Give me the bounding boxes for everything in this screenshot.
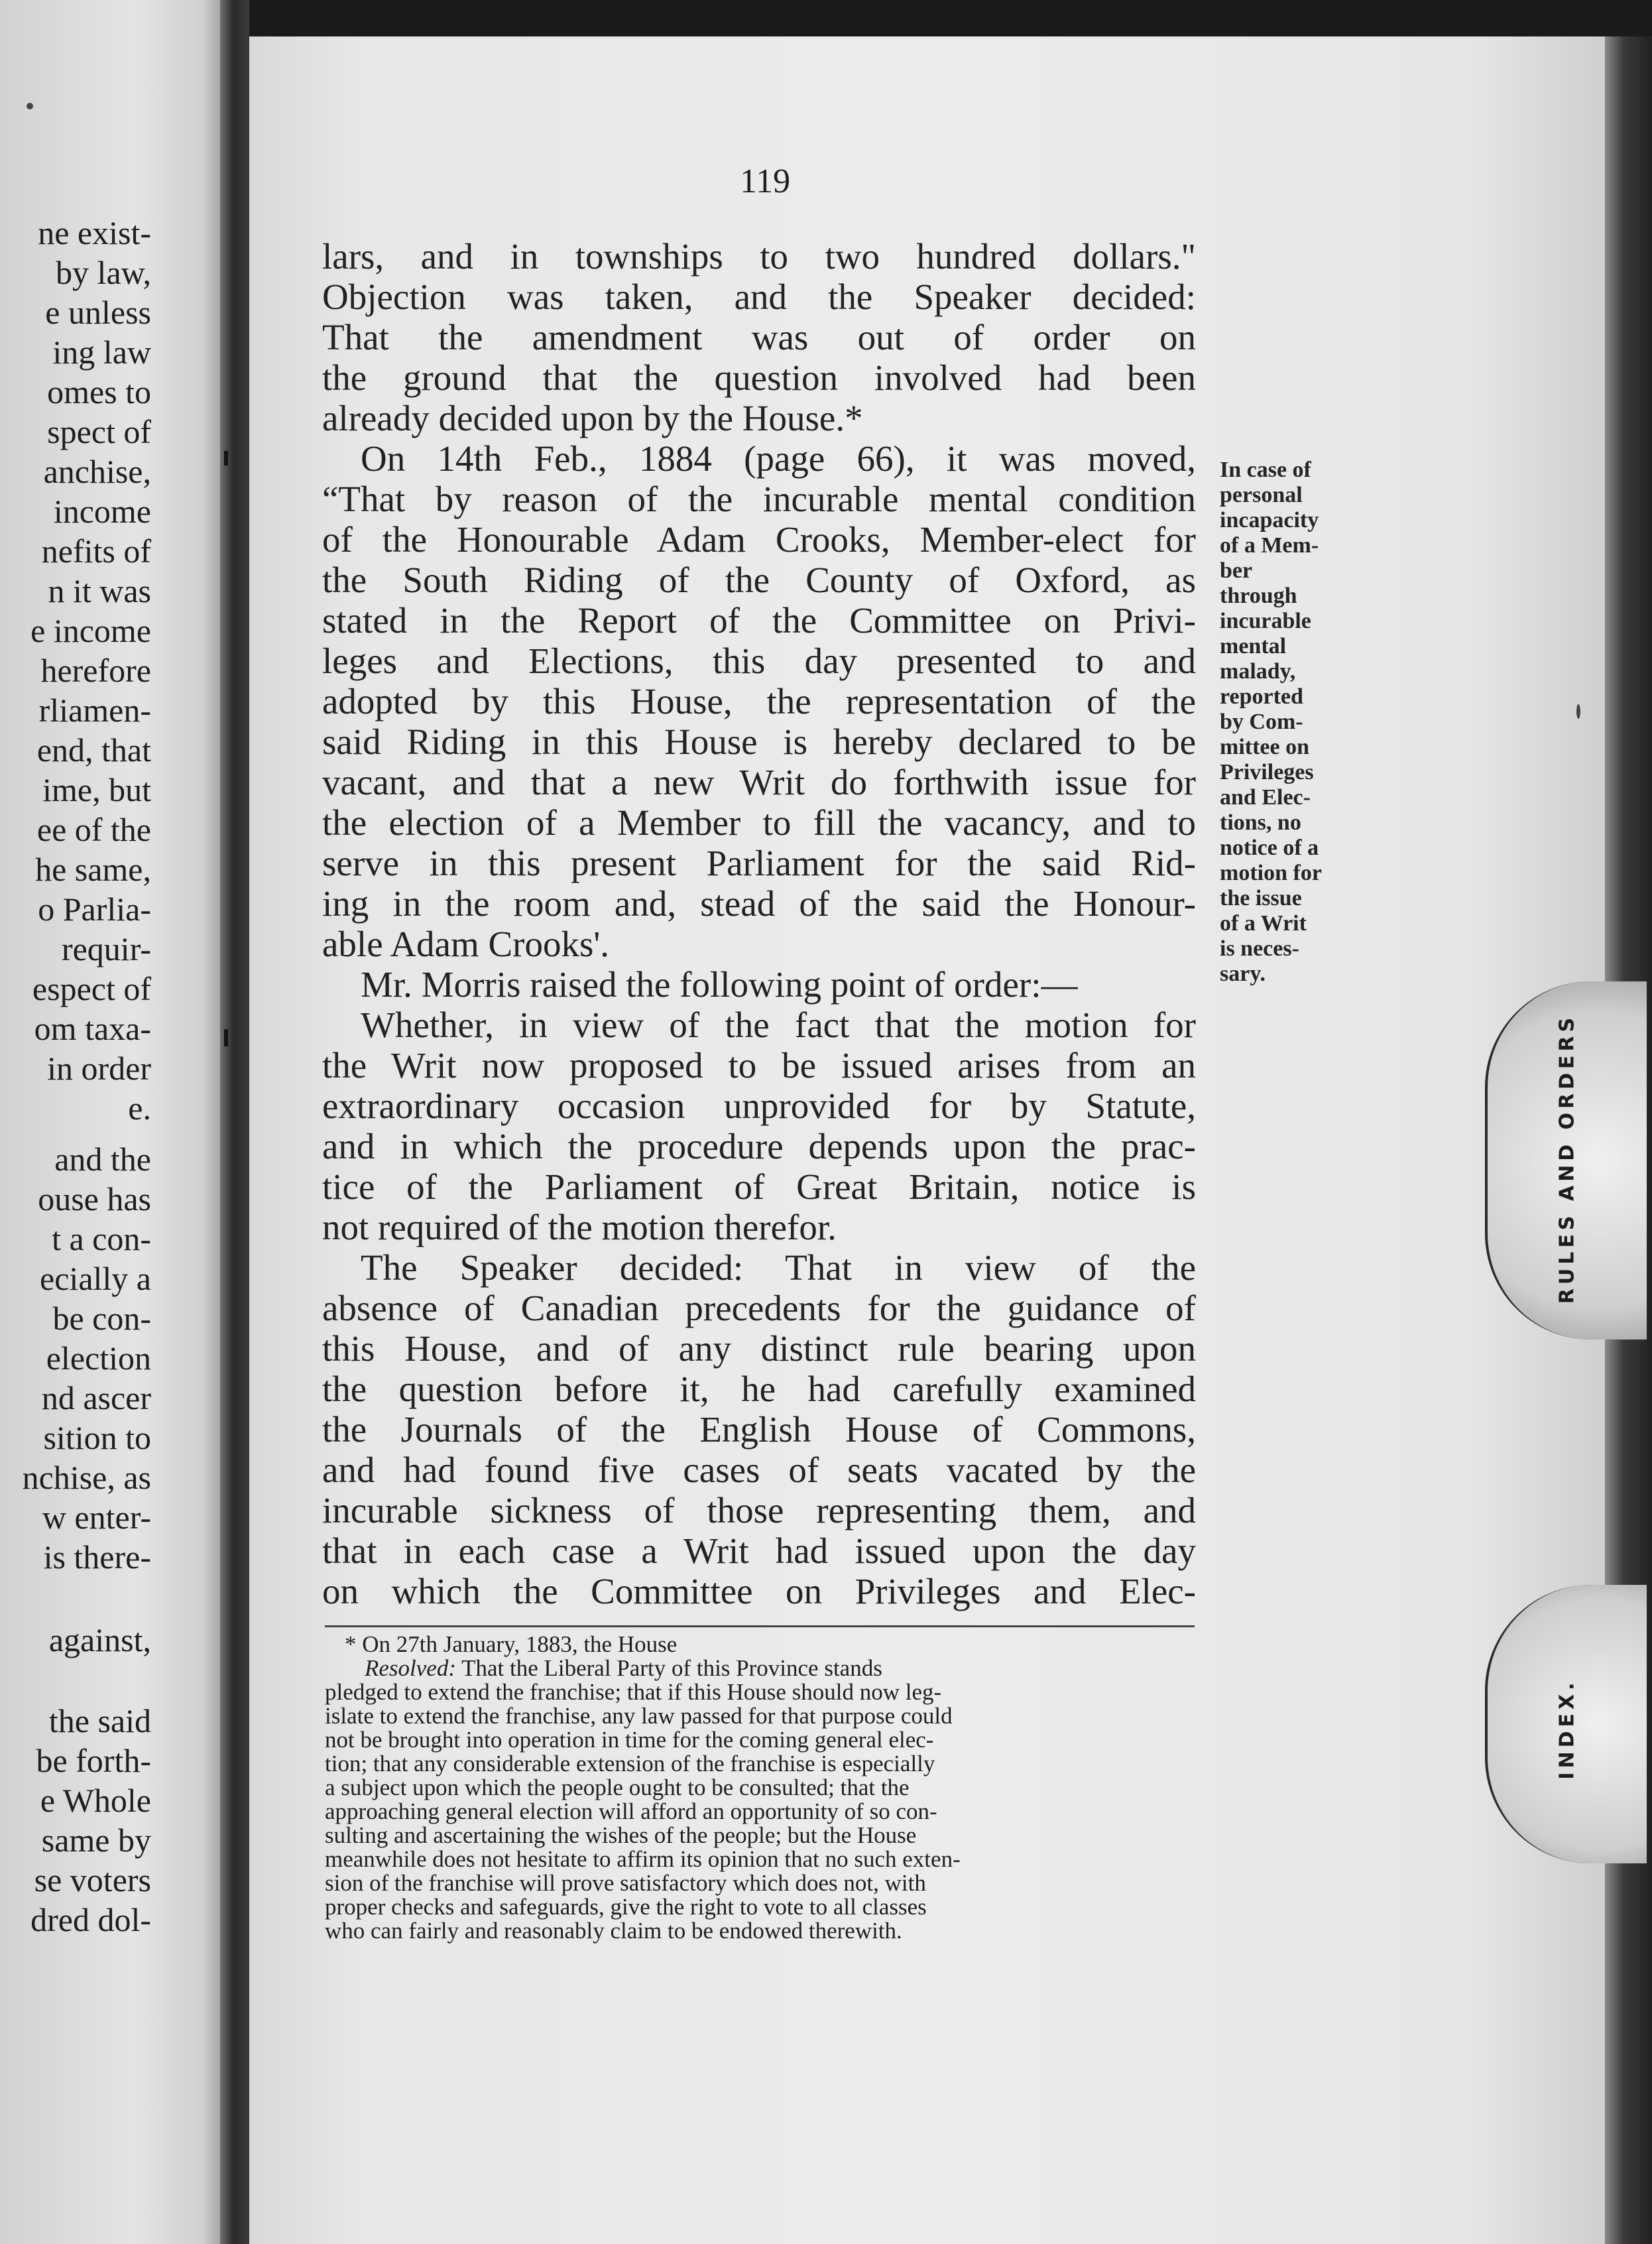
body-line: absence of Canadian precedents for the guidance of	[322, 1288, 1196, 1328]
rules-and-orders-tab[interactable]	[1485, 981, 1647, 1340]
margin-note-line: Privileges	[1220, 760, 1314, 784]
footnote-line: sion of the franchise will prove satisfactory which does not, with	[325, 1870, 926, 1896]
previous-page	[0, 0, 225, 2244]
body-line: the Journals of the English House of Commons,	[322, 1409, 1196, 1450]
body-line: the South Riding of the County of Oxford, as	[322, 560, 1196, 600]
body-line: tice of the Parliament of Great Britain, notice is	[322, 1166, 1196, 1207]
margin-note-line: personal	[1220, 483, 1303, 507]
margin-note-line: mittee on	[1220, 735, 1310, 759]
previous-page-line: e unless	[45, 294, 151, 331]
margin-note-line: motion for	[1220, 861, 1322, 885]
previous-page-line: election	[46, 1340, 151, 1377]
footnote	[325, 1633, 1195, 1943]
body-line: vacant, and that a new Writ do forthwith issue for	[322, 762, 1196, 802]
body-line: That the amendment was out of order on	[322, 317, 1196, 357]
body-line: ing in the room and, stead of the said the Honour-	[322, 883, 1196, 924]
footnote-divider	[325, 1625, 1195, 1627]
body-line: on which the Committee on Privileges and Elec-	[322, 1571, 1196, 1611]
previous-page-line: o Parlia-	[38, 891, 151, 928]
margin-note-line: incapacity	[1220, 508, 1319, 532]
body-line: the ground that the question involved had been	[322, 357, 1196, 398]
margin-note-line: sary.	[1220, 962, 1266, 986]
body-line: this House, and of any distinct rule bearing upon	[322, 1328, 1196, 1369]
margin-note-line: malady,	[1220, 659, 1296, 684]
footnote-first-line: That the Liberal Party of this Province stands	[461, 1655, 882, 1681]
previous-page-line: by law,	[56, 254, 151, 291]
footnote-line: pledged to extend the franchise; that if this House should now leg-	[325, 1679, 942, 1705]
margin-note-line: notice of a	[1220, 836, 1319, 860]
body-line: stated in the Report of the Committee on Privi-	[322, 600, 1196, 641]
previous-page-line: end, that	[36, 731, 151, 769]
previous-page-line: and the	[54, 1141, 151, 1178]
previous-page-line: be forth-	[36, 1742, 151, 1779]
speck	[1576, 704, 1580, 719]
previous-page-line: dred dol-	[30, 1901, 151, 1938]
body-line: adopted by this House, the representation of the	[322, 681, 1196, 721]
footnote-line: who can fairly and reasonably claim to be endowed therewith.	[325, 1918, 902, 1944]
footnote-line: tion; that any considerable extension of the franchise is especially	[325, 1751, 935, 1776]
previous-page-line: n it was	[48, 572, 151, 609]
body-line: lars, and in townships to two hundred dollars."	[322, 236, 1196, 277]
previous-page-line: om taxa-	[34, 1010, 151, 1047]
footnote-resolved-label: Resolved:	[365, 1655, 456, 1681]
body-line: extraordinary occasion unprovided for by Statute,	[322, 1086, 1196, 1126]
previous-page-line: w enter-	[42, 1499, 151, 1536]
previous-page-line: ouse has	[38, 1180, 151, 1217]
margin-note-line: of a Mem-	[1220, 533, 1319, 558]
margin-note-line: mental	[1220, 634, 1287, 658]
gutter-mark	[224, 1029, 228, 1046]
body-line: the Writ now proposed to be issued arises from an	[322, 1045, 1196, 1086]
margin-note-line: by Com-	[1220, 710, 1303, 734]
page-number: 119	[740, 162, 791, 200]
body-text	[322, 236, 1196, 1611]
body-line: “That by reason of the incurable mental condition	[322, 479, 1196, 519]
previous-page-line: same by	[41, 1822, 151, 1859]
previous-page-line: omes to	[47, 373, 151, 410]
footnote-line: islate to extend the franchise, any law passed for that purpose could	[325, 1703, 953, 1729]
previous-page-line: against,	[48, 1621, 151, 1658]
margin-note-line: In case of	[1220, 458, 1311, 482]
footnote-resolved-line	[325, 1656, 1195, 1680]
speck	[27, 103, 33, 109]
previous-page-line: t a con-	[52, 1220, 151, 1257]
book-gutter	[220, 0, 249, 2244]
body-line: The Speaker decided: That in view of the	[361, 1247, 1196, 1288]
footnote-line: approaching general election will afford an opportunity of so con-	[325, 1798, 937, 1824]
gutter-mark	[224, 451, 228, 466]
index-tab-label: INDEX.	[1555, 1678, 1579, 1780]
previous-page-line: be con-	[52, 1300, 151, 1337]
previous-page-line: he same,	[35, 851, 151, 888]
body-line: Whether, in view of the fact that the motion for	[361, 1005, 1196, 1045]
body-line: serve in this present Parliament for the said Rid-	[322, 843, 1196, 883]
rules-and-orders-tab-label: RULES AND ORDERS	[1555, 1013, 1579, 1304]
body-line: not required of the motion therefor.	[322, 1207, 837, 1247]
body-line: incurable sickness of those representing them, and	[322, 1490, 1196, 1530]
body-line: and had found five cases of seats vacated by the	[322, 1450, 1196, 1490]
footnote-line: sulting and ascertaining the wishes of the people; but the House	[325, 1822, 917, 1848]
previous-page-line: in order	[47, 1050, 151, 1087]
previous-page-line: e income	[30, 612, 151, 649]
margin-note-line: ber	[1220, 558, 1253, 583]
body-line: Mr. Morris raised the following point of order:—	[361, 964, 1078, 1005]
footnote-line: proper checks and safeguards, give the right to vote to all classes	[325, 1894, 927, 1920]
margin-note-line: reported	[1220, 684, 1303, 709]
previous-page-line: nchise, as	[22, 1459, 151, 1496]
body-line: On 14th Feb., 1884 (page 66), it was moved,	[361, 438, 1196, 479]
body-line: already decided upon by the House.*	[322, 398, 863, 438]
previous-page-line: ing law	[52, 334, 151, 371]
body-line: that in each case a Writ had issued upon the day	[322, 1530, 1196, 1571]
body-line: Objection was taken, and the Speaker decided:	[322, 277, 1196, 317]
previous-page-line: sition to	[43, 1419, 151, 1456]
previous-page-line: ee of the	[36, 811, 151, 848]
body-line: the question before it, he had carefully examined	[322, 1369, 1196, 1409]
footnote-line: not be brought into operation in time for the coming general elec-	[325, 1727, 934, 1753]
index-tab[interactable]	[1485, 1585, 1647, 1863]
previous-page-line: rliamen-	[38, 692, 151, 729]
body-line: the election of a Member to fill the vacancy, and to	[322, 802, 1196, 843]
previous-page-line: income	[53, 493, 151, 530]
previous-page-line: e Whole	[40, 1782, 151, 1819]
previous-page-line: spect of	[47, 413, 151, 450]
margin-note-line: incurable	[1220, 609, 1311, 633]
previous-page-line: requir-	[61, 930, 151, 967]
previous-page-line: the said	[48, 1702, 151, 1739]
body-line: of the Honourable Adam Crooks, Member-elect for	[322, 519, 1196, 560]
previous-page-line: ecially a	[40, 1260, 151, 1297]
footnote-intro: * On 27th January, 1883, the House	[345, 1631, 678, 1657]
margin-note-line: the issue	[1220, 886, 1302, 910]
body-line: said Riding in this House is hereby declared to be	[322, 721, 1196, 762]
margin-note-line: tions, no	[1220, 810, 1301, 835]
margin-note-line: of a Writ	[1220, 911, 1307, 936]
previous-page-line: espect of	[32, 970, 151, 1007]
body-line: and in which the procedure depends upon the prac-	[322, 1126, 1196, 1166]
previous-page-line: nd ascer	[41, 1379, 151, 1416]
previous-page-line: herefore	[40, 652, 151, 689]
body-line: leges and Elections, this day presented to and	[322, 641, 1196, 681]
previous-page-line: se voters	[34, 1861, 151, 1899]
margin-note-line: through	[1220, 584, 1297, 608]
previous-page-line: anchise,	[43, 453, 151, 490]
margin-note-line: is neces-	[1220, 936, 1299, 961]
previous-page-line: is there-	[43, 1538, 151, 1576]
previous-page-line: ne exist-	[38, 214, 151, 251]
margin-note-line: and Elec-	[1220, 785, 1311, 810]
footnote-line: meanwhile does not hesitate to affirm its opinion that no such exten-	[325, 1846, 961, 1872]
footnote-line: a subject upon which the people ought to be consulted; that the	[325, 1775, 910, 1800]
previous-page-line: e.	[128, 1090, 151, 1127]
body-line: able Adam Crooks'.	[322, 924, 610, 964]
margin-note	[1220, 458, 1379, 987]
previous-page-line: ime, but	[42, 771, 151, 808]
previous-page-line: nefits of	[41, 532, 151, 570]
